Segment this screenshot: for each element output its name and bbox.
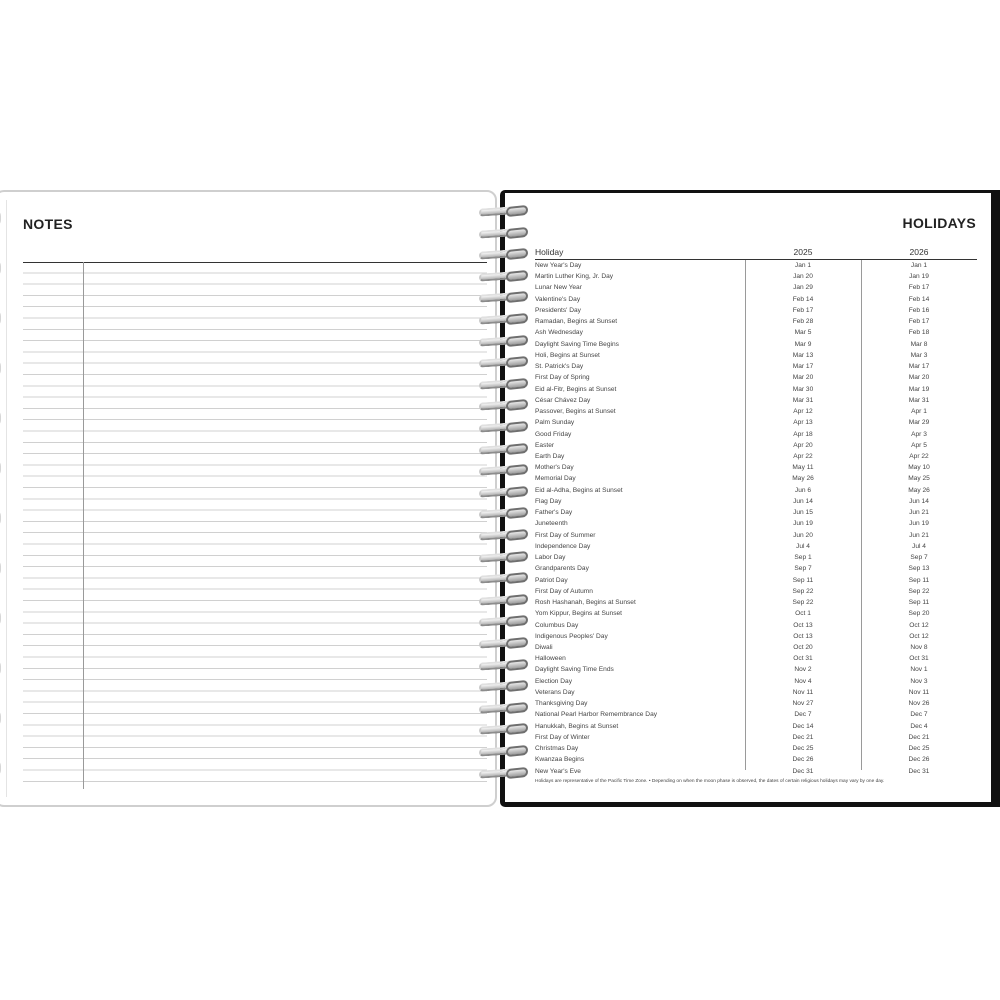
holiday-date-year-1: Mar 17 <box>792 363 814 371</box>
holiday-date-year-2: Nov 3 <box>910 677 928 685</box>
spiral-coil <box>476 660 532 671</box>
table-row <box>535 721 977 732</box>
page-tab <box>0 510 1 526</box>
holiday-date-year-1: May 26 <box>792 475 814 483</box>
holiday-name: National Pearl Harbor Remembrance Day <box>535 711 658 719</box>
holiday-name: Passover, Begins at Sunset <box>535 408 616 416</box>
spiral-coil <box>476 379 532 390</box>
spiral-coil <box>476 357 532 368</box>
holiday-date-year-2: Sep 13 <box>908 565 930 573</box>
spiral-coil <box>476 487 532 498</box>
holiday-date-year-2: Sep 22 <box>908 587 930 595</box>
holiday-date-year-1: Oct 31 <box>793 655 813 663</box>
table-row <box>535 361 977 372</box>
spiral-coil <box>476 336 532 347</box>
holiday-name: Father's Day <box>535 509 573 517</box>
table-row <box>535 608 977 619</box>
holiday-date-year-2: Jan 1 <box>910 262 928 269</box>
spiral-coil <box>476 573 532 584</box>
page-tab <box>0 760 1 776</box>
holiday-name: First Day of Spring <box>535 374 590 382</box>
spiral-coil <box>476 530 532 541</box>
table-row <box>535 732 977 743</box>
holidays-rows <box>535 260 977 777</box>
spiral-coil <box>476 271 532 282</box>
holiday-date-year-1: Nov 2 <box>794 666 812 674</box>
holiday-name: Flag Day <box>535 497 562 505</box>
table-row <box>535 339 977 350</box>
holiday-date-year-2: Sep 20 <box>908 610 930 618</box>
holiday-name: Rosh Hashanah, Begins at Sunset <box>535 599 636 607</box>
holidays-title: HOLIDAYS <box>902 215 976 231</box>
holiday-date-year-2: Mar 17 <box>908 363 930 371</box>
spiral-coil <box>476 292 532 303</box>
page-tabs <box>0 200 2 800</box>
holiday-name: Martin Luther King, Jr. Day <box>535 273 614 281</box>
holiday-date-year-1: Jan 1 <box>794 262 812 269</box>
holiday-name: Easter <box>535 441 555 449</box>
holiday-date-year-2: Jul 4 <box>912 542 926 550</box>
holiday-name: Holi, Begins at Sunset <box>535 351 600 359</box>
holiday-name: First Day of Autumn <box>535 587 593 595</box>
holiday-name: Grandparents Day <box>535 565 589 573</box>
table-row <box>535 766 977 777</box>
table-row <box>535 429 977 440</box>
holiday-date-year-1: Oct 20 <box>793 643 813 651</box>
holidays-footnote: Holidays are representative of the Pacific Time Zone. • Depending on when the moon phase is observed, the dates of certain religious holidays may vary by one day. <box>535 779 885 784</box>
holiday-date-year-2: Nov 8 <box>910 643 928 651</box>
spiral-coil <box>476 314 532 325</box>
table-row <box>535 496 977 507</box>
holiday-date-year-1: Sep 11 <box>792 576 814 584</box>
holidays-table <box>535 245 977 777</box>
holiday-date-year-2: Feb 17 <box>908 318 930 326</box>
holiday-date-year-2: Mar 19 <box>908 385 930 393</box>
spiral-coil <box>476 616 532 627</box>
table-row <box>535 597 977 608</box>
table-row <box>535 372 977 383</box>
holiday-date-year-1: Nov 11 <box>792 688 814 696</box>
holiday-name: Mother's Day <box>535 464 574 472</box>
holiday-date-year-2: Apr 3 <box>911 430 927 438</box>
table-row <box>535 350 977 361</box>
holiday-date-year-2: Oct 31 <box>909 655 929 663</box>
table-row <box>535 473 977 484</box>
holidays-table-header <box>535 245 977 260</box>
holiday-date-year-2: May 26 <box>908 486 930 494</box>
holiday-name: Eid al-Adha, Begins at Sunset <box>535 486 623 494</box>
holiday-date-year-2: Sep 7 <box>910 554 928 562</box>
holiday-date-year-2: Nov 26 <box>908 700 930 708</box>
spiral-coil <box>476 465 532 476</box>
holiday-date-year-1: Oct 13 <box>793 632 813 640</box>
table-row <box>535 709 977 720</box>
spiral-coil <box>476 724 532 735</box>
holiday-name: Diwali <box>535 643 553 651</box>
holiday-name: Patriot Day <box>535 576 568 584</box>
header-year-1: 2025 <box>793 247 813 257</box>
holiday-date-year-1: Jun 20 <box>793 531 813 539</box>
holiday-date-year-2: Jun 14 <box>909 497 929 505</box>
holiday-date-year-1: Jan 29 <box>793 284 813 292</box>
page-tab <box>0 460 1 476</box>
holiday-name: First Day of Summer <box>535 531 596 539</box>
spiral-coil <box>476 400 532 411</box>
table-row <box>535 664 977 675</box>
table-row <box>535 743 977 754</box>
table-row <box>535 518 977 529</box>
holiday-name: Veterans Day <box>535 688 575 696</box>
holiday-date-year-2: Feb 17 <box>908 284 930 292</box>
spiral-coil <box>476 746 532 757</box>
holiday-date-year-1: Jun 6 <box>794 486 812 494</box>
holiday-date-year-1: Apr 22 <box>793 452 813 460</box>
page-tab <box>0 210 1 226</box>
holiday-name: Kwanzaa Begins <box>535 756 585 764</box>
holiday-date-year-2: Oct 12 <box>909 621 929 629</box>
page-tab <box>0 310 1 326</box>
holiday-date-year-2: Jun 21 <box>909 509 929 517</box>
table-row <box>535 552 977 563</box>
spiral-coil <box>476 638 532 649</box>
holiday-date-year-1: Apr 20 <box>793 441 813 449</box>
table-row <box>535 620 977 631</box>
holiday-date-year-2: Apr 1 <box>911 408 927 416</box>
holiday-date-year-2: Mar 3 <box>910 351 928 359</box>
notes-ruled-lines <box>23 262 487 789</box>
table-row <box>535 586 977 597</box>
table-row <box>535 260 977 271</box>
table-row <box>535 271 977 282</box>
holiday-date-year-1: Sep 22 <box>792 587 814 595</box>
holiday-date-year-2: Apr 22 <box>909 452 929 460</box>
holiday-date-year-2: Dec 31 <box>908 767 930 775</box>
spiral-binding <box>476 206 532 796</box>
holiday-date-year-1: Dec 21 <box>792 733 814 741</box>
holiday-date-year-2: Jun 21 <box>909 531 929 539</box>
holiday-date-year-2: Feb 16 <box>908 306 930 314</box>
holiday-date-year-1: Feb 28 <box>792 318 814 326</box>
spiral-coil <box>476 249 532 260</box>
page-tab <box>0 710 1 726</box>
holiday-date-year-1: Nov 27 <box>792 700 814 708</box>
table-row <box>535 462 977 473</box>
holiday-date-year-2: Apr 5 <box>911 441 927 449</box>
spiral-coil <box>476 508 532 519</box>
holiday-name: Memorial Day <box>535 475 576 483</box>
holiday-name: Daylight Saving Time Begins <box>535 340 619 348</box>
spiral-coil <box>476 422 532 433</box>
table-row <box>535 451 977 462</box>
table-row <box>535 395 977 406</box>
holiday-date-year-2: Dec 4 <box>910 722 928 730</box>
holiday-name: Labor Day <box>535 554 566 562</box>
table-row <box>535 384 977 395</box>
holiday-name: Valentine's Day <box>535 295 581 303</box>
page-tab <box>0 360 1 376</box>
holiday-date-year-1: Apr 13 <box>793 419 813 427</box>
holiday-name: Ash Wednesday <box>535 329 583 337</box>
holiday-name: New Year's Eve <box>535 767 581 775</box>
holiday-name: Presidents' Day <box>535 306 581 314</box>
holiday-date-year-2: Feb 14 <box>908 295 930 303</box>
holiday-date-year-2: Dec 26 <box>908 756 930 764</box>
holiday-date-year-1: Mar 9 <box>794 340 812 348</box>
table-row <box>535 507 977 518</box>
table-row <box>535 406 977 417</box>
holiday-date-year-1: Dec 31 <box>792 767 814 775</box>
holiday-date-year-1: Jul 4 <box>796 542 810 550</box>
holiday-date-year-1: Feb 14 <box>792 295 814 303</box>
spiral-coil <box>476 595 532 606</box>
holiday-name: Ramadan, Begins at Sunset <box>535 318 618 326</box>
holiday-date-year-2: Nov 1 <box>910 666 928 674</box>
holiday-name: St. Patrick's Day <box>535 363 584 371</box>
holiday-name: Eid al-Fitr, Begins at Sunset <box>535 385 617 393</box>
table-row <box>535 631 977 642</box>
holiday-date-year-1: Jan 20 <box>793 273 813 281</box>
table-row <box>535 676 977 687</box>
holiday-date-year-2: May 25 <box>908 475 930 483</box>
holiday-date-year-2: Dec 7 <box>910 711 928 719</box>
holiday-date-year-2: Dec 25 <box>908 745 930 753</box>
holidays-page <box>505 193 991 802</box>
table-row <box>535 417 977 428</box>
holiday-date-year-2: Oct 12 <box>909 632 929 640</box>
holiday-name: Hanukkah, Begins at Sunset <box>535 722 619 730</box>
holiday-name: Palm Sunday <box>535 419 575 427</box>
holiday-date-year-1: Mar 13 <box>792 351 814 359</box>
spiral-coil <box>476 681 532 692</box>
holiday-name: Independence Day <box>535 542 591 550</box>
holiday-name: Halloween <box>535 655 566 663</box>
holiday-date-year-1: Dec 14 <box>792 722 814 730</box>
table-row <box>535 282 977 293</box>
holiday-name: Election Day <box>535 677 573 685</box>
holiday-date-year-1: Jun 14 <box>793 497 813 505</box>
page-tab <box>0 610 1 626</box>
holiday-date-year-1: Oct 1 <box>795 610 811 618</box>
table-row <box>535 440 977 451</box>
holiday-name: Daylight Saving Time Ends <box>535 666 614 674</box>
holiday-date-year-1: Jun 15 <box>793 509 813 517</box>
table-row <box>535 305 977 316</box>
table-row <box>535 575 977 586</box>
holiday-name: Good Friday <box>535 430 572 438</box>
holiday-date-year-1: Sep 7 <box>794 565 812 573</box>
holiday-name: New Year's Day <box>535 262 582 269</box>
holiday-date-year-1: Dec 25 <box>792 745 814 753</box>
table-row <box>535 316 977 327</box>
table-row <box>535 485 977 496</box>
holiday-date-year-2: Feb 18 <box>908 329 930 337</box>
holiday-name: César Chávez Day <box>535 396 591 404</box>
holiday-date-year-1: Nov 4 <box>794 677 812 685</box>
holiday-date-year-1: Dec 26 <box>792 756 814 764</box>
spiral-coil <box>476 552 532 563</box>
holiday-name: Yom Kippur, Begins at Sunset <box>535 610 622 618</box>
holiday-date-year-1: May 11 <box>792 464 814 472</box>
holiday-date-year-1: Mar 30 <box>792 385 814 393</box>
holiday-date-year-1: Jun 19 <box>793 520 813 528</box>
table-row <box>535 294 977 305</box>
holiday-name: First Day of Winter <box>535 733 590 741</box>
holiday-name: Columbus Day <box>535 621 579 629</box>
notes-title: NOTES <box>23 216 73 232</box>
holiday-date-year-1: Mar 20 <box>792 374 814 382</box>
holiday-date-year-1: Apr 12 <box>793 408 813 416</box>
holiday-date-year-1: Feb 17 <box>792 306 814 314</box>
holiday-date-year-1: Dec 7 <box>794 711 812 719</box>
table-row <box>535 563 977 574</box>
notes-page <box>0 190 497 807</box>
holiday-date-year-1: Mar 5 <box>794 329 812 337</box>
spiral-coil <box>476 703 532 714</box>
holiday-date-year-2: Jan 19 <box>909 273 929 281</box>
header-year-2: 2026 <box>909 247 929 257</box>
holiday-date-year-1: Oct 13 <box>793 621 813 629</box>
holiday-name: Thanksgiving Day <box>535 700 588 708</box>
holiday-date-year-2: Nov 11 <box>908 688 930 696</box>
holiday-date-year-2: Dec 21 <box>908 733 930 741</box>
page-tab <box>0 260 1 276</box>
holiday-date-year-2: May 10 <box>908 464 930 472</box>
spiral-coil <box>476 228 532 239</box>
holiday-date-year-2: Sep 11 <box>908 576 930 584</box>
spiral-coil <box>476 444 532 455</box>
holiday-date-year-1: Sep 22 <box>792 599 814 607</box>
header-holiday: Holiday <box>535 247 564 257</box>
table-row <box>535 541 977 552</box>
holiday-name: Lunar New Year <box>535 284 582 292</box>
spiral-coil <box>476 206 532 217</box>
holiday-date-year-1: Apr 18 <box>793 430 813 438</box>
holiday-date-year-2: Jun 19 <box>909 520 929 528</box>
holiday-date-year-1: Mar 31 <box>792 396 814 404</box>
holiday-date-year-2: Mar 29 <box>908 419 930 427</box>
page-tab <box>0 410 1 426</box>
holiday-name: Earth Day <box>535 452 565 460</box>
table-row <box>535 653 977 664</box>
spiral-coil <box>476 768 532 779</box>
holiday-date-year-2: Mar 8 <box>910 340 928 348</box>
table-row <box>535 530 977 541</box>
holiday-name: Indigenous Peoples' Day <box>535 632 608 640</box>
holiday-date-year-2: Mar 20 <box>908 374 930 382</box>
holiday-date-year-2: Mar 31 <box>908 396 930 404</box>
holiday-date-year-2: Sep 11 <box>908 599 930 607</box>
page-tab <box>0 560 1 576</box>
page-tab <box>0 660 1 676</box>
table-row <box>535 327 977 338</box>
table-row <box>535 642 977 653</box>
holiday-name: Christmas Day <box>535 745 579 753</box>
table-row <box>535 687 977 698</box>
table-row <box>535 698 977 709</box>
holiday-name: Juneteenth <box>535 520 568 528</box>
holiday-date-year-1: Sep 1 <box>794 554 812 562</box>
notes-margin-line <box>83 262 84 789</box>
notes-header-rule <box>23 262 487 263</box>
table-row <box>535 754 977 765</box>
